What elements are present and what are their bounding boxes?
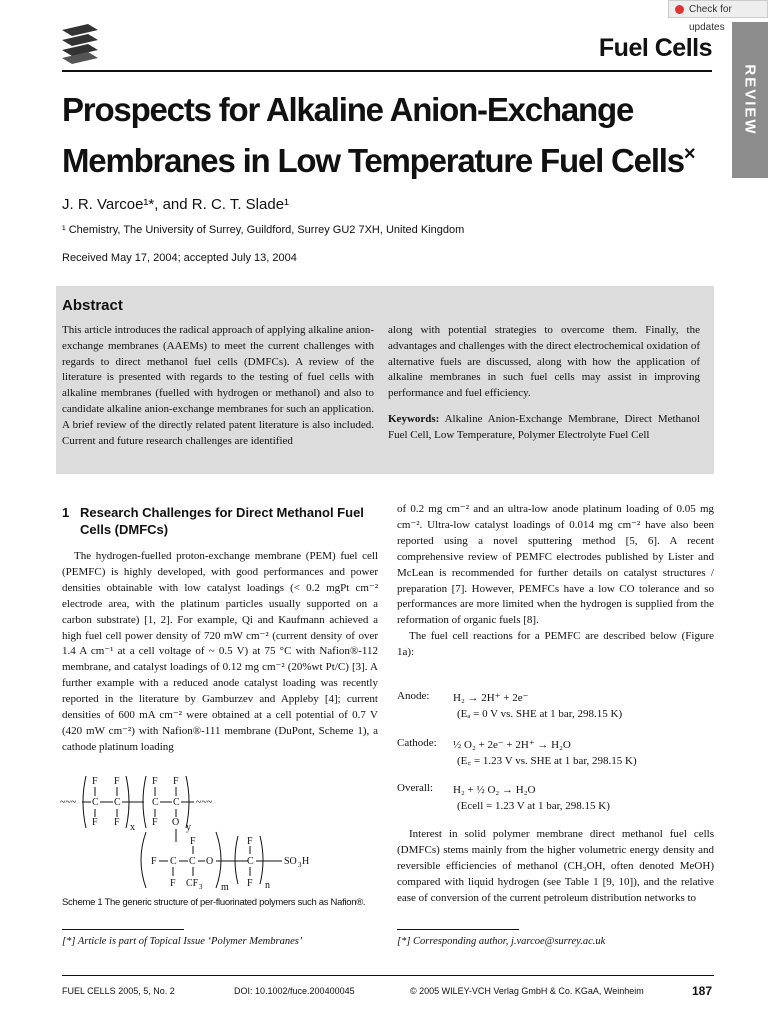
scheme-structure: [60, 772, 380, 890]
svg-text:F: F: [247, 836, 253, 847]
svg-text:F: F: [151, 856, 157, 867]
svg-text:C: C: [189, 856, 196, 867]
svg-text:F: F: [173, 776, 179, 787]
left-column-text: [62, 549, 378, 756]
abstract-heading: Abstract: [62, 297, 123, 314]
abstract-left: This article introduces the radical approach of applying alkaline anion-exchange membranes (AAEMs) to meet the current challenges with regards to direct methanol fuel cells (DMFCs). A review of the literature is presented with regards to the testing of fuel cells with alkaline membranes (fuelled with hydrogen or methanol) and also to candidate alkaline anion-exchange membranes for such an application. A brief review of the directly related patent literature is also included. Current and future research challenges are identified: [62, 324, 374, 447]
svg-text:C: C: [152, 797, 159, 808]
svg-text:F: F: [152, 776, 158, 787]
footnote-right: [*] Corresponding author, j.varcoe@surrey.ac.uk: [397, 936, 606, 947]
keywords-label: Keywords:: [388, 412, 440, 425]
review-tab: [732, 22, 768, 178]
keywords: Alkaline Anion-Exchange Membrane, Direct Methanol Fuel Cell, Low Temperature, Polymer Electrolyte Fuel Cell: [388, 412, 700, 441]
paragraph: The fuel cell reactions for a PEMFC are described below (Figure 1a):: [397, 630, 714, 659]
section-title: Fuel Cells: [598, 34, 712, 62]
svg-text:x: x: [130, 822, 135, 833]
received-date: Received May 17, 2004; accepted July 13, 2004: [62, 252, 297, 264]
paragraph: of 0.2 mg cm⁻² and an ultra-low anode platinum loading of 0.05 mg cm⁻². Ultra-low catalyst loadings of 0.014 mg cm⁻² have also been reported using a novel sputtering method [5, 6]. A recent comprehensive review of PEMFC electrodes published by Lister and McLean is recommended for further details on catalyst structures / preparation [7]. However, PEMFCs have a low CO tolerance and so performances are more limited when the hydrogen is supplied from the reformation of organic fuels [8].: [397, 503, 714, 627]
svg-text:C: C: [170, 856, 177, 867]
svg-text:F: F: [114, 817, 120, 828]
abstract-right: along with potential strategies to overcome them. Finally, the advantages and challenges with the direct electrochemical oxidation of alternative fuels are discussed, along with how the application of alkaline membranes in such fuel cells may assist in improving performance and fuel efficiency. Keywords: Alkaline Anion-Exchange Membrane, Direct Methanol Fuel Cell, Low Temperature, Polymer Electrolyte Fuel Cell: [388, 324, 700, 441]
right-column-continued: [397, 827, 714, 907]
svg-text:y: y: [186, 822, 191, 833]
check-updates-badge[interactable]: Check for updates: [668, 0, 768, 18]
right-column-text: [397, 502, 714, 661]
section-heading: 1 Research Challenges for Direct Methanol Fuel Cells (DMFCs): [62, 505, 364, 537]
svg-text:H: H: [302, 856, 310, 867]
footnote-left: [*] Article is part of Topical Issue ‘Polymer Membranes’: [62, 936, 303, 947]
svg-text:C: C: [114, 797, 121, 808]
scheme-caption: Scheme 1 The generic structure of per-fluorinated polymers such as Nafion®.: [62, 897, 366, 908]
svg-text:~~~: ~~~: [60, 797, 77, 808]
header-rule: [62, 70, 712, 72]
svg-text:3: 3: [199, 883, 203, 890]
svg-text:F: F: [92, 817, 98, 828]
paragraph: The hydrogen-fuelled proton-exchange membrane (PEM) fuel cell (PEMFC) is highly developed, with good performances and power densities obtainable with low catalyst loadings (< 0.2 mgPt cm⁻² electrode area, with the platinum particles usually supported on a carbon substrate) [1, 2]. For example, Qi and Kaufmann achieved a high fuel cell power density of 720 mW cm⁻² (current density of over 1.4 A cm⁻¹ at a cell voltage of ~ 0.5 V) at 75 °C with Nafion®-112 membrane, and catalyst loadings of 0.12 mg cm⁻² (20%wt Pt/C) [3]. A further example with a reduced anode catalyst loading was recently reported in the literature by Gamburzev and Appleby [4]; current densities of 600 mA cm⁻² were obtained at a cell potential of 0.7 V (420 mW cm⁻²) with Nafion®-111 membrane (DuPont, Scheme 1), a cathode platinum loading: [62, 550, 378, 753]
page-number: 187: [692, 984, 713, 998]
footer-rule: [62, 975, 714, 976]
svg-text:O: O: [206, 856, 214, 867]
footer-copyright: © 2005 WILEY-VCH Verlag GmbH & Co. KGaA, Weinheim: [410, 986, 644, 996]
journal-logo: [62, 24, 98, 64]
footnote-rule-right: [397, 929, 519, 930]
svg-text:F: F: [190, 836, 196, 847]
svg-text:C: C: [173, 797, 180, 808]
svg-text:F: F: [152, 817, 158, 828]
svg-text:C: C: [92, 797, 99, 808]
paragraph: Interest in solid polymer membrane direct methanol fuel cells (DMFCs) stems mainly from the higher volumetric energy density and reversible efficiencies of methanol (CH₃OH, often denoted MeOH) compared with liquid hydrogen (see Table 1 [9, 10]), and the relative ease of conversion of the current petroleum distribution networks to: [397, 828, 714, 904]
svg-text:SO: SO: [284, 856, 297, 867]
svg-text:O: O: [172, 817, 180, 828]
svg-text:F: F: [170, 878, 176, 889]
svg-text:F: F: [92, 776, 98, 787]
svg-text:~~~: ~~~: [196, 797, 213, 808]
footer-doi[interactable]: DOI: 10.1002/fuce.200400045: [234, 986, 355, 996]
svg-text:3: 3: [298, 861, 302, 869]
article-title: Prospects for Alkaline Anion-Exchange Membranes in Low Temperature Fuel Cells×: [62, 91, 695, 179]
footer-journal: FUEL CELLS 2005, 5, No. 2: [62, 986, 175, 996]
svg-text:n: n: [265, 880, 270, 890]
svg-text:CF: CF: [186, 878, 199, 889]
authors: J. R. Varcoe¹*, and R. C. T. Slade¹: [62, 196, 290, 213]
footnote-rule-left: [62, 929, 184, 930]
svg-text:F: F: [247, 878, 253, 889]
review-label: REVIEW: [741, 64, 759, 136]
svg-text:m: m: [221, 882, 229, 890]
svg-text:C: C: [247, 856, 254, 867]
title-mark: ×: [683, 143, 695, 165]
crossmark-icon: [675, 5, 684, 14]
affiliation: ¹ Chemistry, The University of Surrey, Guildford, Surrey GU2 7XH, United Kingdom: [62, 224, 465, 236]
svg-text:F: F: [114, 776, 120, 787]
